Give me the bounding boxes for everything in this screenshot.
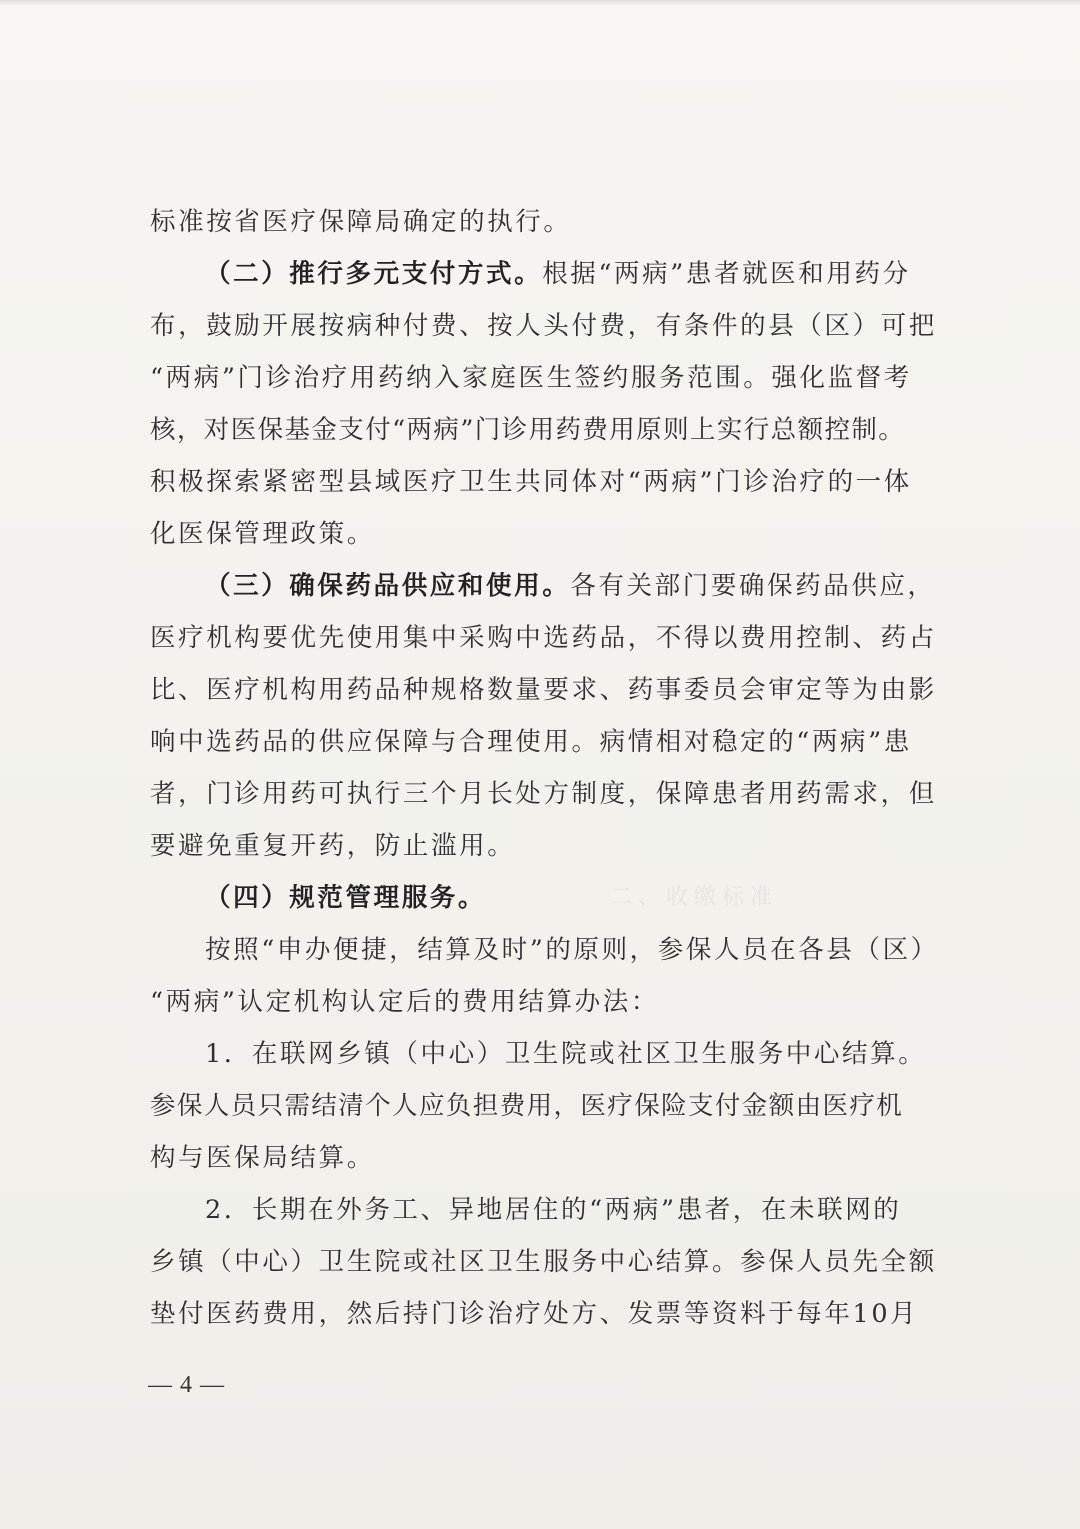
- text-line: [150, 508, 950, 560]
- line-text: 响中选药品的供应保障与合理使用。病情相对稳定的“两病”患: [150, 727, 912, 757]
- line-text: 医疗机构要优先使用集中采购中选药品，不得以费用控制、药占: [150, 623, 937, 653]
- text-line: [150, 196, 950, 248]
- line-text: 垫付医药费用，然后持门诊治疗处方、发票等资料于每年10月: [150, 1299, 919, 1329]
- text-line: [150, 456, 950, 508]
- text-line: [150, 1132, 950, 1184]
- text-line: [150, 352, 950, 404]
- text-line: [150, 664, 950, 716]
- text-line: [150, 248, 950, 300]
- text-line: [150, 872, 950, 924]
- text-line: [150, 560, 950, 612]
- scan-edge: [0, 0, 1080, 6]
- text-line: [150, 404, 950, 456]
- line-text: 标准按省医疗保障局确定的执行。: [150, 207, 572, 237]
- line-text: 化医保管理政策。: [150, 519, 375, 549]
- text-line: [150, 1028, 950, 1080]
- line-text: 2．长期在外务工、异地居住的“两病”患者，在未联网的: [205, 1195, 902, 1225]
- line-text: 构与医保局结算。: [150, 1143, 375, 1173]
- line-text: 核，对医保基金支付“两病”门诊用药费用原则上实行总额控制。: [150, 415, 906, 445]
- section-heading: （四）规范管理服务。: [205, 883, 487, 913]
- text-line: [150, 1080, 950, 1132]
- line-text: “两病”门诊治疗用药纳入家庭医生签约服务范围。强化监督考: [150, 363, 912, 393]
- text-line: [150, 1236, 950, 1288]
- section-heading: （二）推行多元支付方式。: [205, 259, 543, 289]
- page-number: — 4 —: [148, 1372, 225, 1398]
- text-line: [150, 924, 950, 976]
- line-text: 根据“两病”患者就医和用药分: [542, 259, 911, 289]
- line-text: 乡镇（中心）卫生院或社区卫生服务中心结算。参保人员先全额: [150, 1247, 937, 1277]
- line-text: 1．在联网乡镇（中心）卫生院或社区卫生服务中心结算。: [205, 1039, 927, 1069]
- text-line: [150, 300, 950, 352]
- text-line: [150, 612, 950, 664]
- line-text: 参保人员只需结清个人应负担费用，医疗保险支付金额由医疗机: [150, 1091, 904, 1121]
- line-text: 比、医疗机构用药品种规格数量要求、药事委员会审定等为由影: [150, 675, 937, 705]
- line-text: 按照“申办便捷，结算及时”的原则，参保人员在各县（区）: [205, 935, 939, 965]
- line-text: 各有关部门要确保药品供应，: [570, 571, 936, 601]
- text-line: [150, 1184, 950, 1236]
- text-line: [150, 820, 950, 872]
- text-line: [150, 1288, 950, 1340]
- line-text: 积极探索紧密型县域医疗卫生共同体对“两病”门诊治疗的一体: [150, 467, 912, 497]
- text-line: [150, 768, 950, 820]
- text-line: [150, 716, 950, 768]
- section-heading: （三）确保药品供应和使用。: [205, 571, 571, 601]
- line-text: “两病”认定机构认定后的费用结算办法：: [150, 987, 659, 1017]
- body-text: [150, 196, 950, 1340]
- line-text: 要避免重复开药，防止滥用。: [150, 831, 516, 861]
- line-text: 布，鼓励开展按病种付费、按人头付费，有条件的县（区）可把: [150, 311, 937, 341]
- text-line: [150, 976, 950, 1028]
- bleed-through-text: 二、收缴标准: [610, 885, 779, 910]
- line-text: 者，门诊用药可执行三个月长处方制度，保障患者用药需求，但: [150, 779, 937, 809]
